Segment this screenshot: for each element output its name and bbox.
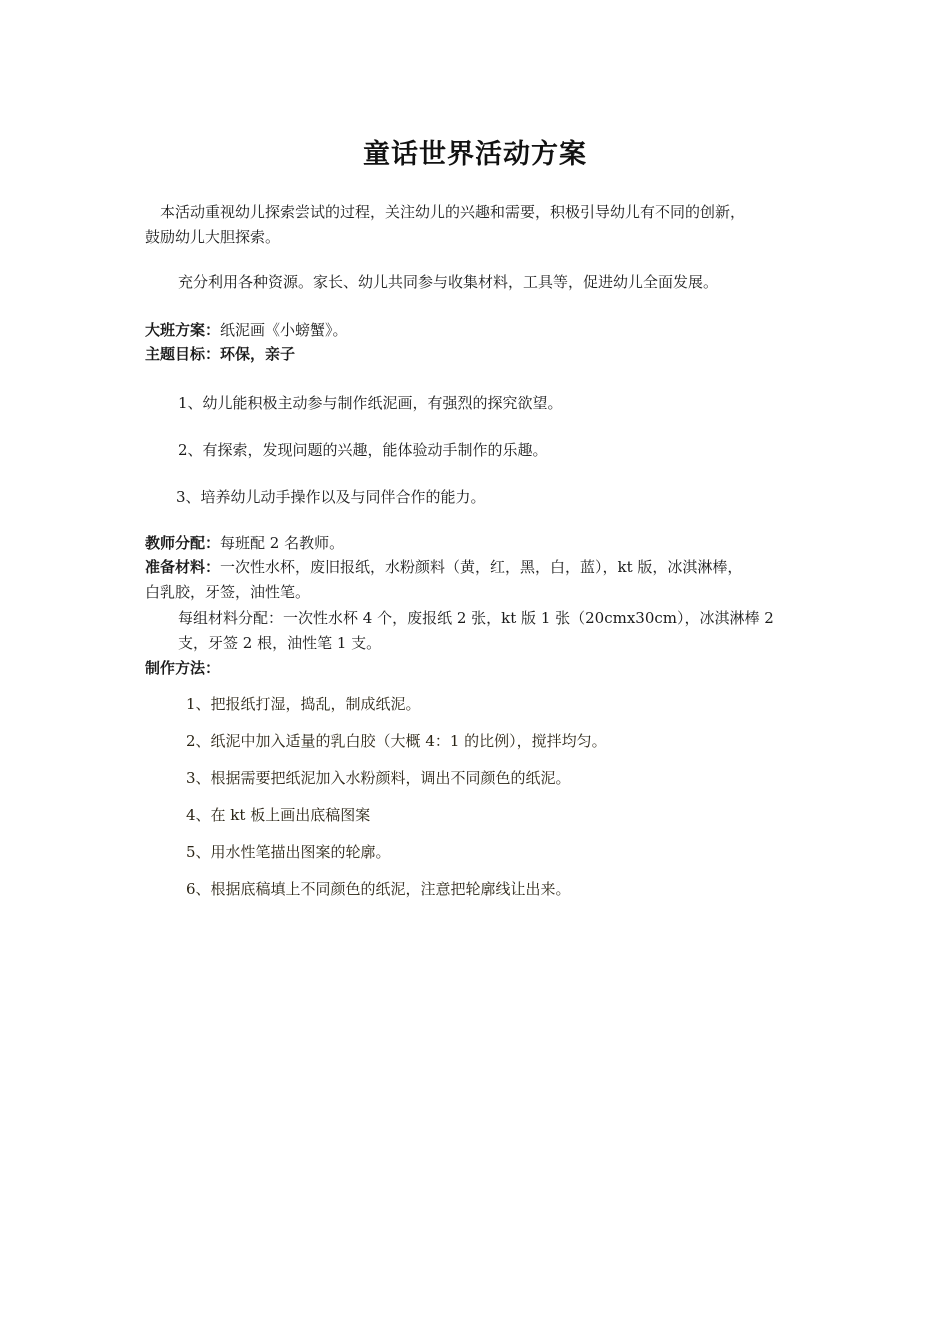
- method-step-4: 4、在 kt 板上画出底稿图案: [186, 806, 371, 824]
- intro-paragraph-line-2: 鼓励幼儿大胆探索。: [145, 228, 281, 246]
- plan-row: [145, 318, 348, 342]
- intro-paragraph-line-1: 本活动重视幼儿探索尝试的过程，关注幼儿的兴趣和需要，积极引导幼儿有不同的创新，: [160, 203, 746, 221]
- plan-label: 大班方案：: [145, 321, 221, 339]
- materials-row: [145, 555, 742, 579]
- goal-value: 环保，亲子: [220, 345, 296, 363]
- method-step-2: 2、纸泥中加入适量的乳白胶（大概 4：1 的比例），搅拌均匀。: [186, 732, 607, 750]
- group-materials-line-1: 每组材料分配：一次性水杯 4 个，废报纸 2 张，kt 版 1 张（20cmx30cm），冰淇淋棒 2: [178, 609, 774, 627]
- method-step-6: 6、根据底稿填上不同颜色的纸泥，注意把轮廓线让出来。: [186, 880, 571, 898]
- teachers-row: [145, 531, 344, 555]
- method-step-1: 1、把报纸打湿，捣乱，制成纸泥。: [186, 695, 421, 713]
- teachers-label: 教师分配：: [145, 534, 221, 552]
- method-step-5: 5、用水性笔描出图案的轮廓。: [186, 843, 391, 861]
- materials-label: 准备材料：: [145, 558, 221, 576]
- teachers-value: 每班配 2 名教师。: [220, 534, 345, 552]
- objective-item-3: 3、培养幼儿动手操作以及与同伴合作的能力。: [176, 488, 486, 506]
- intro-paragraph-line-3: 充分利用各种资源。家长、幼儿共同参与收集材料，工具等，促进幼儿全面发展。: [178, 273, 719, 291]
- group-materials-line-2: 支，牙签 2 根，油性笔 1 支。: [178, 634, 382, 652]
- method-step-3: 3、根据需要把纸泥加入水粉颜料，调出不同颜色的纸泥。: [186, 769, 571, 787]
- goal-row: [145, 342, 295, 366]
- goal-label: 主题目标：: [145, 345, 221, 363]
- plan-value: 纸泥画《小螃蟹》。: [220, 321, 348, 339]
- materials-value-line-1: 一次性水杯，废旧报纸，水粉颜料（黄，红，黑，白，蓝），kt 版，冰淇淋棒，: [220, 558, 743, 576]
- objective-item-2: 2、有探索，发现问题的兴趣，能体验动手制作的乐趣。: [178, 441, 548, 459]
- method-label: 制作方法：: [145, 659, 221, 677]
- document-title: 童话世界活动方案: [363, 139, 587, 170]
- objective-item-1: 1、幼儿能积极主动参与制作纸泥画，有强烈的探究欲望。: [178, 394, 563, 412]
- materials-value-line-2: 白乳胶，牙签，油性笔。: [145, 583, 311, 601]
